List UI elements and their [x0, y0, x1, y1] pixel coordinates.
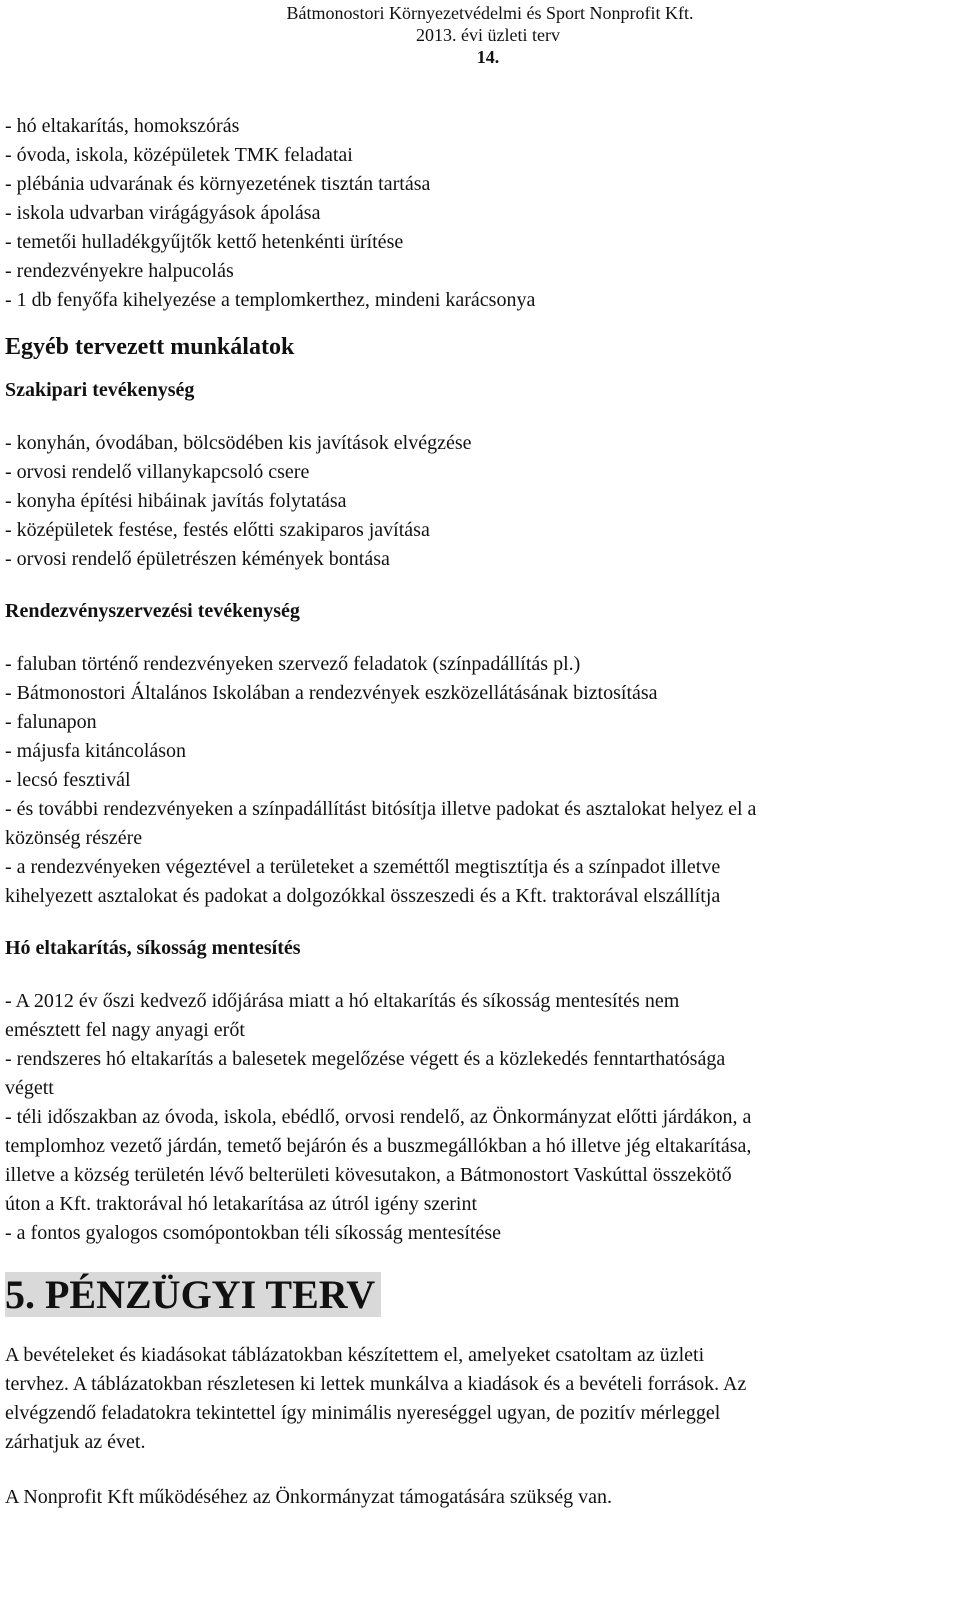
list-item: - középületek festése, festés előtti szakiparos javítása — [5, 519, 430, 541]
list-item: - konyhán, óvodában, bölcsödében kis javítások elvégzése — [5, 432, 472, 454]
list-item: - falunapon — [5, 711, 97, 733]
list-item: - lecsó fesztivál — [5, 769, 131, 791]
list-item: templomhoz vezető járdán, temető bejárón és a buszmegállókban a hó illetve jég eltakarítása, — [5, 1135, 752, 1157]
list-item: - májusfa kitáncoláson — [5, 740, 187, 762]
list-item: - és további rendezvényeken a színpadállítást bitósítja illetve padokat és asztalokat helyez el a — [5, 798, 757, 820]
list-item: - iskola udvarban virágágyások ápolása — [5, 202, 321, 224]
header-company: Bátmonostori Környezetvédelmi és Sport Nonprofit Kft. — [286, 3, 694, 23]
list-item: emésztett fel nagy anyagi erőt — [5, 1019, 245, 1041]
list-item: - orvosi rendelő villanykapcsoló csere — [5, 461, 310, 483]
list-item: - plébánia udvarának és környezetének tisztán tartása — [5, 173, 431, 195]
heading-trade: Szakipari tevékenység — [5, 379, 195, 401]
list-item: kihelyezett asztalokat és padokat a dolgozókkal összeszedi és a Kft. traktorával elszállítja — [5, 885, 721, 907]
list-item: közönség részére — [5, 827, 143, 849]
list-item: úton a Kft. traktorával hó letakarítása az útról igény szerint — [5, 1193, 478, 1215]
finance-paragraph — [5, 1341, 955, 1457]
spacer — [5, 1457, 955, 1483]
heading-snow: Hó eltakarítás, síkosság mentesítés — [5, 937, 301, 959]
list-item: - A 2012 év őszi kedvező időjárása miatt a hó eltakarítás és síkosság mentesítés nem — [5, 990, 680, 1012]
final-sentence: A Nonprofit Kft működéséhez az Önkormányzat támogatására szükség van. — [5, 1486, 613, 1508]
paragraph-line: A bevételeket és kiadásokat táblázatokban készítettem el, amelyeket csatoltam az üzleti — [5, 1344, 705, 1366]
snow-list — [5, 987, 955, 1248]
list-item: - Bátmonostori Általános Iskolában a rendezvények eszközellátásának biztosítása — [5, 682, 658, 704]
list-item: - a fontos gyalogos csomópontokban téli síkosság mentesítése — [5, 1222, 502, 1244]
paragraph-line: zárhatjuk az évet. — [5, 1431, 146, 1453]
list-item: - rendezvényekre halpucolás — [5, 260, 234, 282]
intro-list — [5, 112, 955, 315]
list-item: - téli időszakban az óvoda, iskola, ebédlő, orvosi rendelő, az Önkormányzat előtti járdákon, a — [5, 1106, 752, 1128]
list-item: - hó eltakarítás, homokszórás — [5, 115, 240, 137]
list-item: - óvoda, iskola, középületek TMK feladatai — [5, 144, 353, 166]
page-header — [0, 2, 960, 68]
heading-events: Rendezvényszervezési tevékenység — [5, 600, 300, 622]
trade-list — [5, 429, 955, 574]
page-number: 14. — [476, 47, 500, 67]
events-list — [5, 650, 955, 911]
list-item: - 1 db fenyőfa kihelyezése a templomkerthez, mindeni karácsonya — [5, 289, 536, 311]
section-title-financial-plan: 5. PÉNZÜGYI TERV — [5, 1272, 381, 1317]
list-item: - temetői hulladékgyűjtők kettő hetenkénti ürítése — [5, 231, 404, 253]
list-item: - a rendezvényeken végeztével a területeket a szeméttől megtisztítja és a színpadot illetve — [5, 856, 721, 878]
list-item: illetve a község területén lévő belterületi kövesutakon, a Bátmonostort Vaskúttal összekötő — [5, 1164, 732, 1186]
paragraph-line: tervhez. A táblázatokban részletesen ki lettek munkálva a kiadások és a bevételi források. Az — [5, 1373, 747, 1395]
list-item: - faluban történő rendezvényeken szervező feladatok (színpadállítás pl.) — [5, 653, 581, 675]
header-subtitle: 2013. évi üzleti terv — [416, 25, 560, 45]
heading-other-works: Egyéb tervezett munkálatok — [5, 334, 295, 360]
list-item: - rendszeres hó eltakarítás a balesetek megelőzése végett és a közlekedés fenntarthatósága — [5, 1048, 726, 1070]
list-item: - konyha építési hibáinak javítás folytatása — [5, 490, 347, 512]
list-item: - orvosi rendelő épületrészen kémények bontása — [5, 548, 390, 570]
list-item: végett — [5, 1077, 54, 1099]
document-body — [5, 112, 955, 1512]
paragraph-line: elvégzendő feladatokra tekintettel így minimális nyereséggel ugyan, de pozitív mérleggel — [5, 1402, 721, 1424]
